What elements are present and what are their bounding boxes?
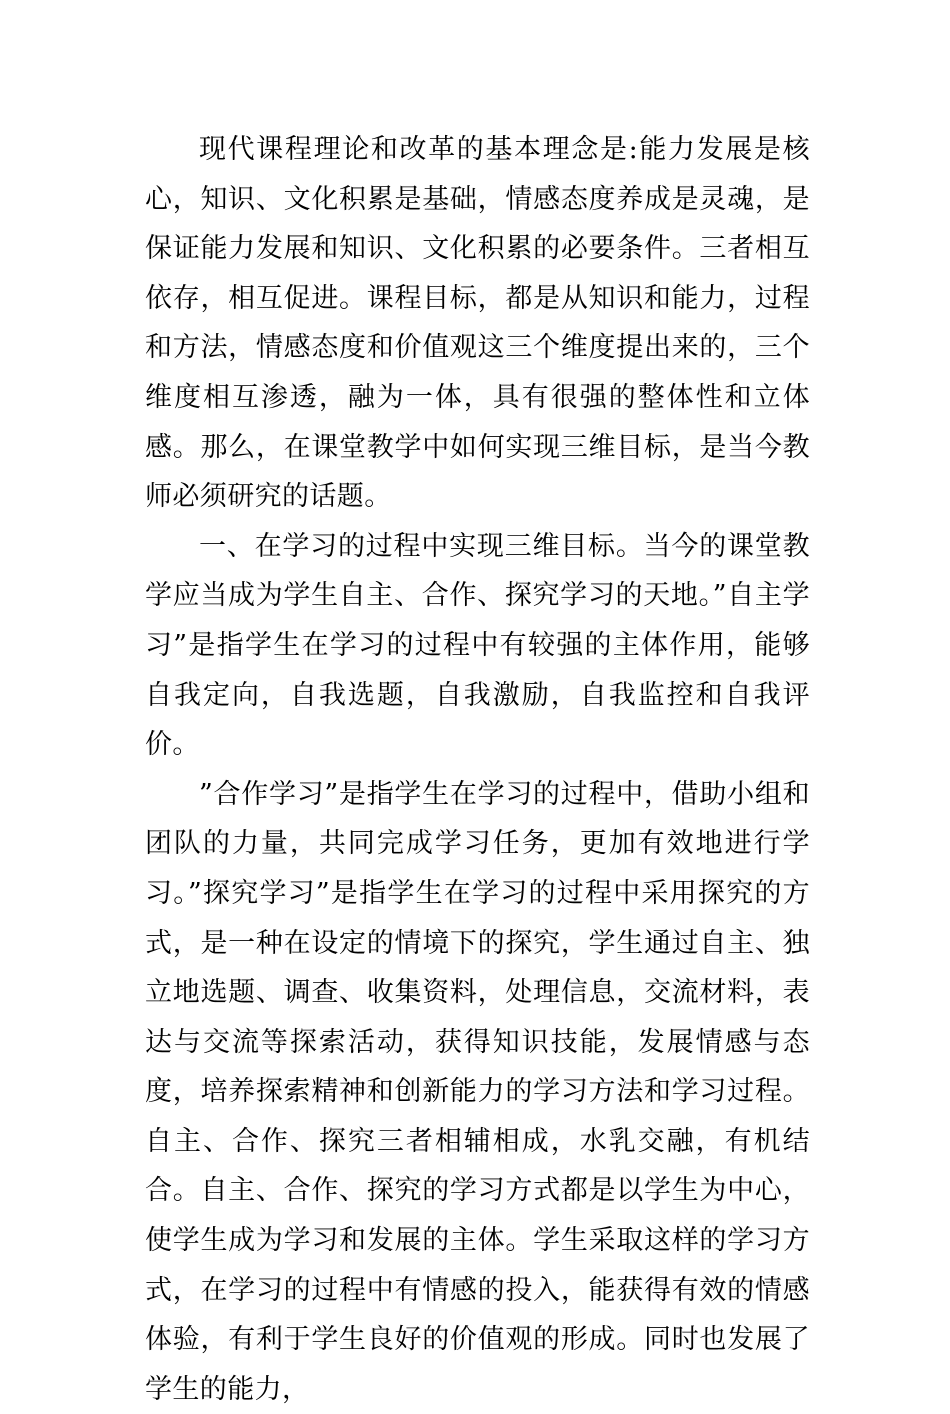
document-body (145, 125, 810, 1414)
paragraph-section-one: 一、在学习的过程中实现三维目标。当今的课堂教学应当成为学生自主、合作、探究学习的天地。”自主学习”是指学生在学习的过程中有较强的主体作用，能够自我定向，自我选题，自我激励，自我监控和自我评价。 (145, 530, 810, 761)
paragraph-intro: 现代课程理论和改革的基本理念是:能力发展是核心，知识、文化积累是基础，情感态度养成是灵魂，是保证能力发展和知识、文化积累的必要条件。三者相互依存，相互促进。课程目标，都是从知识和能力，过程和方法，情感态度和价值观这三个维度提出来的，三个维度相互渗透，融为一体，具有很强的整体性和立体感。那么，在课堂教学中如何实现三维目标，是当今教师必须研究的话题。 (145, 134, 810, 513)
paragraph-cooperative-learning: ”合作学习”是指学生在学习的过程中，借助小组和团队的力量，共同完成学习任务，更加有效地进行学习。”探究学习”是指学生在学习的过程中采用探究的方式，是一种在设定的情境下的探究，学生通过自主、独立地选题、调查、收集资料，处理信息，交流材料，表达与交流等探索活动，获得知识技能，发展情感与态度，培养探索精神和创新能力的学习方法和学习过程。自主、合作、探究三者相辅相成，水乳交融，有机结合。自主、合作、探究的学习方式都是以学生为中心，使学生成为学习和发展的主体。学生采取这样的学习方式，在学习的过程中有情感的投入，能获得有效的情感体验，有利于学生良好的价值观的形成。同时也发展了学生的能力， (145, 778, 810, 1405)
